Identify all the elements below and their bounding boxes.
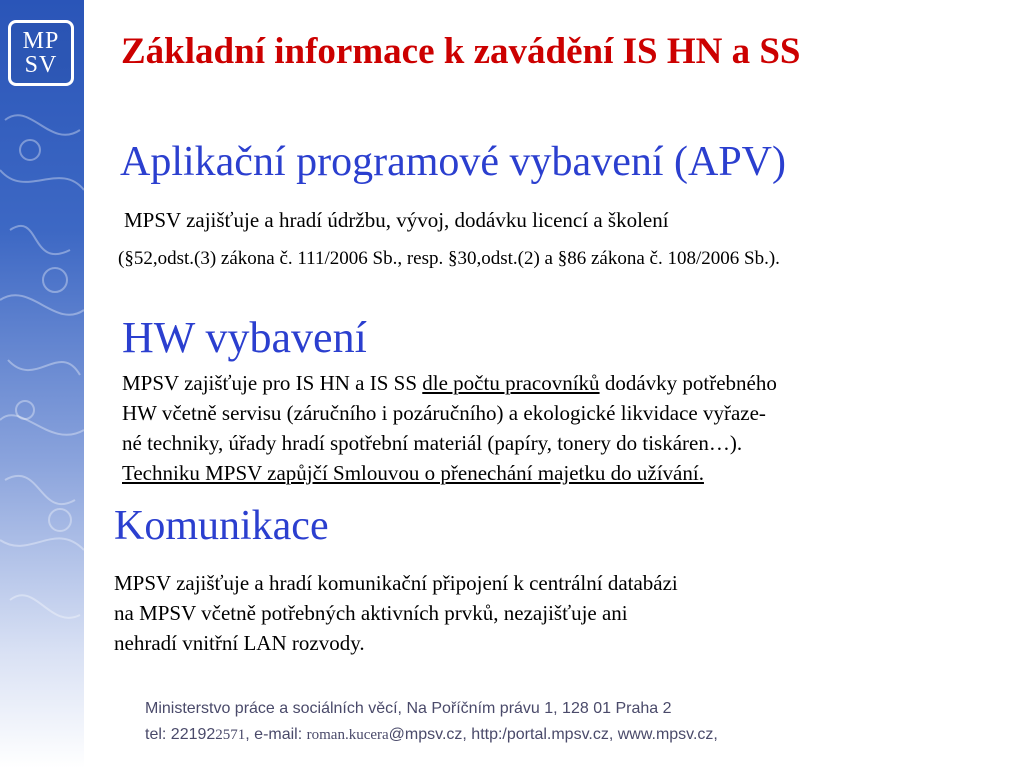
pattern-decoration bbox=[0, 0, 84, 768]
kom-line1: MPSV zajišťuje a hradí komunikační připojení k centrální databázi bbox=[114, 571, 678, 595]
hw-line2: HW včetně servisu (záručního i pozáručního) a ekologické likvidace vyřaze- bbox=[122, 401, 766, 425]
hw-line1-text: MPSV zajišťuje pro IS HN a IS SS bbox=[122, 371, 423, 395]
hw-line1 bbox=[122, 368, 777, 398]
footer-contact bbox=[145, 726, 718, 744]
footer-email-label: , e-mail: bbox=[245, 726, 307, 743]
logo-text-line1: MP bbox=[22, 28, 60, 54]
komunikace-paragraph bbox=[114, 568, 678, 658]
apv-heading: Aplikační programové vybavení (APV) bbox=[120, 139, 786, 185]
hw-line4 bbox=[122, 458, 777, 488]
footer-email-user[interactable]: roman.kucera bbox=[306, 727, 389, 743]
loan-contract-link[interactable]: Techniku MPSV zapůjčí Smlouvou o přenechání majetku do užívání. bbox=[122, 461, 704, 485]
hw-paragraph bbox=[122, 368, 777, 488]
mpsv-logo bbox=[8, 20, 74, 86]
logo-text-line2: SV bbox=[24, 52, 58, 78]
kom-line2: na MPSV včetně potřebných aktivních prvků, nezajišťuje ani bbox=[114, 601, 628, 625]
komunikace-heading: Komunikace bbox=[114, 503, 329, 549]
footer-tel-rest: 2571 bbox=[215, 727, 246, 743]
hw-heading: HW vybavení bbox=[122, 313, 367, 362]
apv-text-line2: (§52,odst.(3) zákona č. 111/2006 Sb., resp. §30,odst.(2) a §86 zákona č. 108/2006 Sb.). bbox=[118, 248, 780, 269]
apv-text-line1: MPSV zajišťuje a hradí údržbu, vývoj, dodávku licencí a školení bbox=[124, 208, 669, 232]
footer-tel-label: tel: 22192 bbox=[145, 726, 216, 743]
kom-line3: nehradí vnitřní LAN rozvody. bbox=[114, 631, 365, 655]
per-staff-link[interactable]: dle počtu pracovníků bbox=[422, 371, 600, 395]
sidebar-decoration bbox=[0, 0, 84, 768]
hw-line3: né techniky, úřady hradí spotřební materiál (papíry, tonery do tiskáren…). bbox=[122, 431, 743, 455]
hw-line1-rest: dodávky potřebného bbox=[599, 371, 777, 395]
footer-address: Ministerstvo práce a sociálních věcí, Na Poříčním právu 1, 128 01 Praha 2 bbox=[145, 700, 672, 717]
slide-title: Základní informace k zavádění IS HN a SS bbox=[121, 31, 801, 72]
footer-email-domain[interactable]: @mpsv.cz, http:/portal.mpsv.cz, www.mpsv.cz, bbox=[388, 726, 718, 743]
